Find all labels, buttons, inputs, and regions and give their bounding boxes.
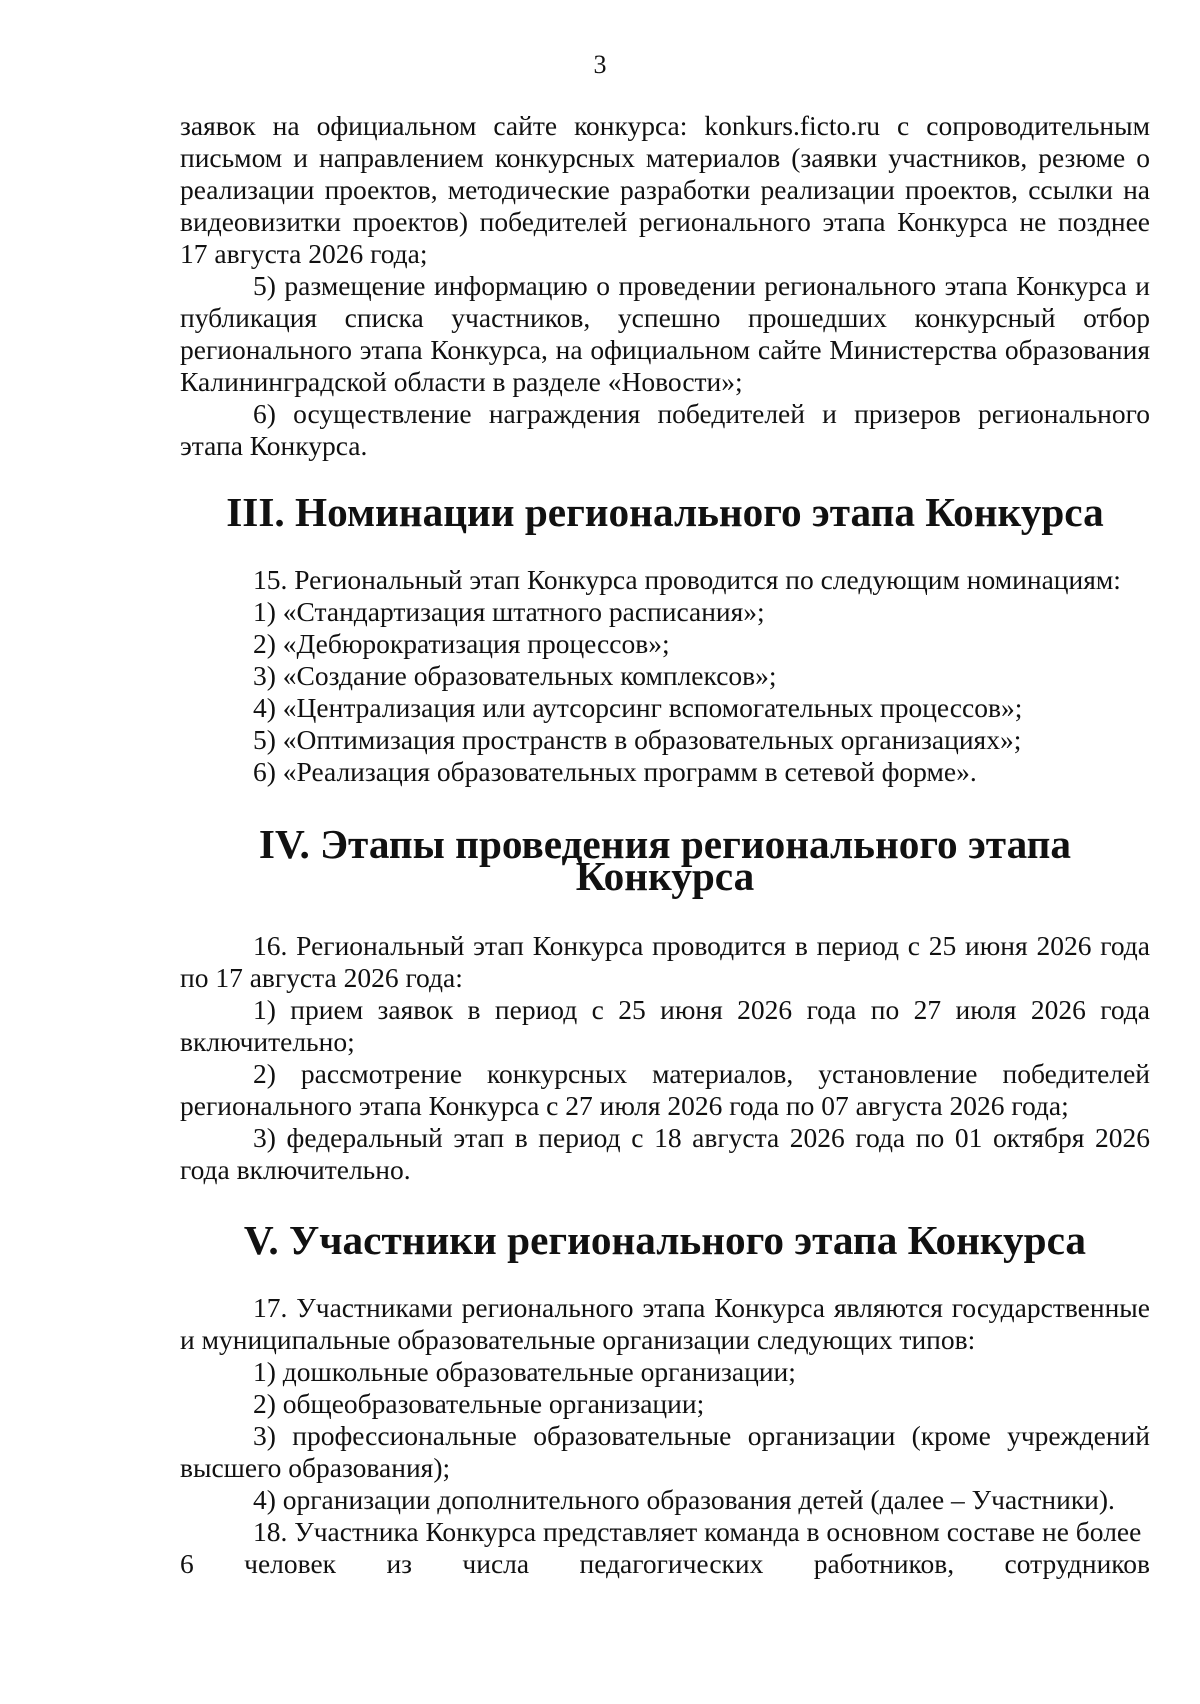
nomination-item-4: 4) «Централизация или аутсорсинг вспомогательных процессов»;: [253, 692, 1023, 723]
stage-item-3: 3) федеральный этап в период с 18 августа 2026 года по 01 октября 2026 года включительно.: [180, 1122, 1150, 1185]
nomination-item-2: 2) «Дебюрократизация процессов»;: [253, 628, 670, 659]
paragraph-item-5: 5) размещение информацию о проведении регионального этапа Конкурса и публикация списка участников, успешно прошедших конкурсный отбор регионального этапа Конкурса, на официальном сайте Министерства образования Калининградской области в разделе «Новости»;: [180, 270, 1150, 397]
word: педагогических: [579, 1548, 764, 1579]
paragraph-18-continuation: [180, 1548, 1150, 1580]
nomination-item-3: 3) «Создание образовательных комплексов»;: [253, 660, 777, 691]
stage-item-2: 2) рассмотрение конкурсных материалов, установление победителей регионального этапа Конкурса с 27 июля 2026 года по 07 августа 2026 года;: [180, 1058, 1150, 1121]
paragraph-continuation: заявок на официальном сайте конкурса: konkurs.ficto.ru с сопроводительным письмом и направлением конкурсных материалов (заявки участников, резюме о реализации проектов, методические разработки реализации проектов, ссылки на видеовизитки проектов) победителей регионального этапа Конкурса не позднее 17 августа 2026 года;: [180, 110, 1150, 269]
paragraph-17: 17. Участниками регионального этапа Конкурса являются государственные и муниципальные образовательные организации следующих типов:: [180, 1292, 1150, 1355]
section-heading-5: V. Участники регионального этапа Конкурса: [243, 1217, 1087, 1263]
section-heading-3: III. Номинации регионального этапа Конкурса: [226, 489, 1104, 535]
page-number: 3: [593, 50, 607, 79]
paragraph-16: 16. Региональный этап Конкурса проводится в период с 25 июня 2026 года по 17 августа 2026 года:: [180, 930, 1150, 993]
participant-type-1: 1) дошкольные образовательные организации;: [253, 1356, 796, 1387]
nomination-item-6: 6) «Реализация образовательных программ в сетевой форме».: [253, 756, 977, 787]
word: из: [386, 1548, 413, 1579]
word: сотрудников: [1004, 1548, 1150, 1579]
word: числа: [462, 1548, 530, 1579]
paragraph-15: 15. Региональный этап Конкурса проводится по следующим номинациям:: [253, 564, 1121, 595]
word: человек: [244, 1548, 337, 1579]
stage-item-1: 1) прием заявок в период с 25 июня 2026 года по 27 июля 2026 года включительно;: [180, 994, 1150, 1057]
nomination-item-5: 5) «Оптимизация пространств в образовательных организациях»;: [253, 724, 1022, 755]
participant-type-4: 4) организации дополнительного образования детей (далее – Участники).: [253, 1484, 1115, 1515]
paragraph-18: 18. Участника Конкурса представляет команда в основном составе не более: [253, 1516, 1142, 1547]
section-heading-4: IV. Этапы проведения регионального этапа Конкурса: [258, 821, 1072, 899]
nomination-item-1: 1) «Стандартизация штатного расписания»;: [253, 596, 765, 627]
participant-type-3: 3) профессиональные образовательные организации (кроме учреждений высшего образования);: [180, 1420, 1150, 1483]
participant-type-2: 2) общеобразовательные организации;: [253, 1388, 705, 1419]
paragraph-item-6: 6) осуществление награждения победителей и призеров регионального этапа Конкурса.: [180, 398, 1150, 461]
word: 6: [180, 1548, 194, 1579]
word: работников,: [813, 1548, 955, 1579]
document-body: [180, 110, 1150, 1580]
